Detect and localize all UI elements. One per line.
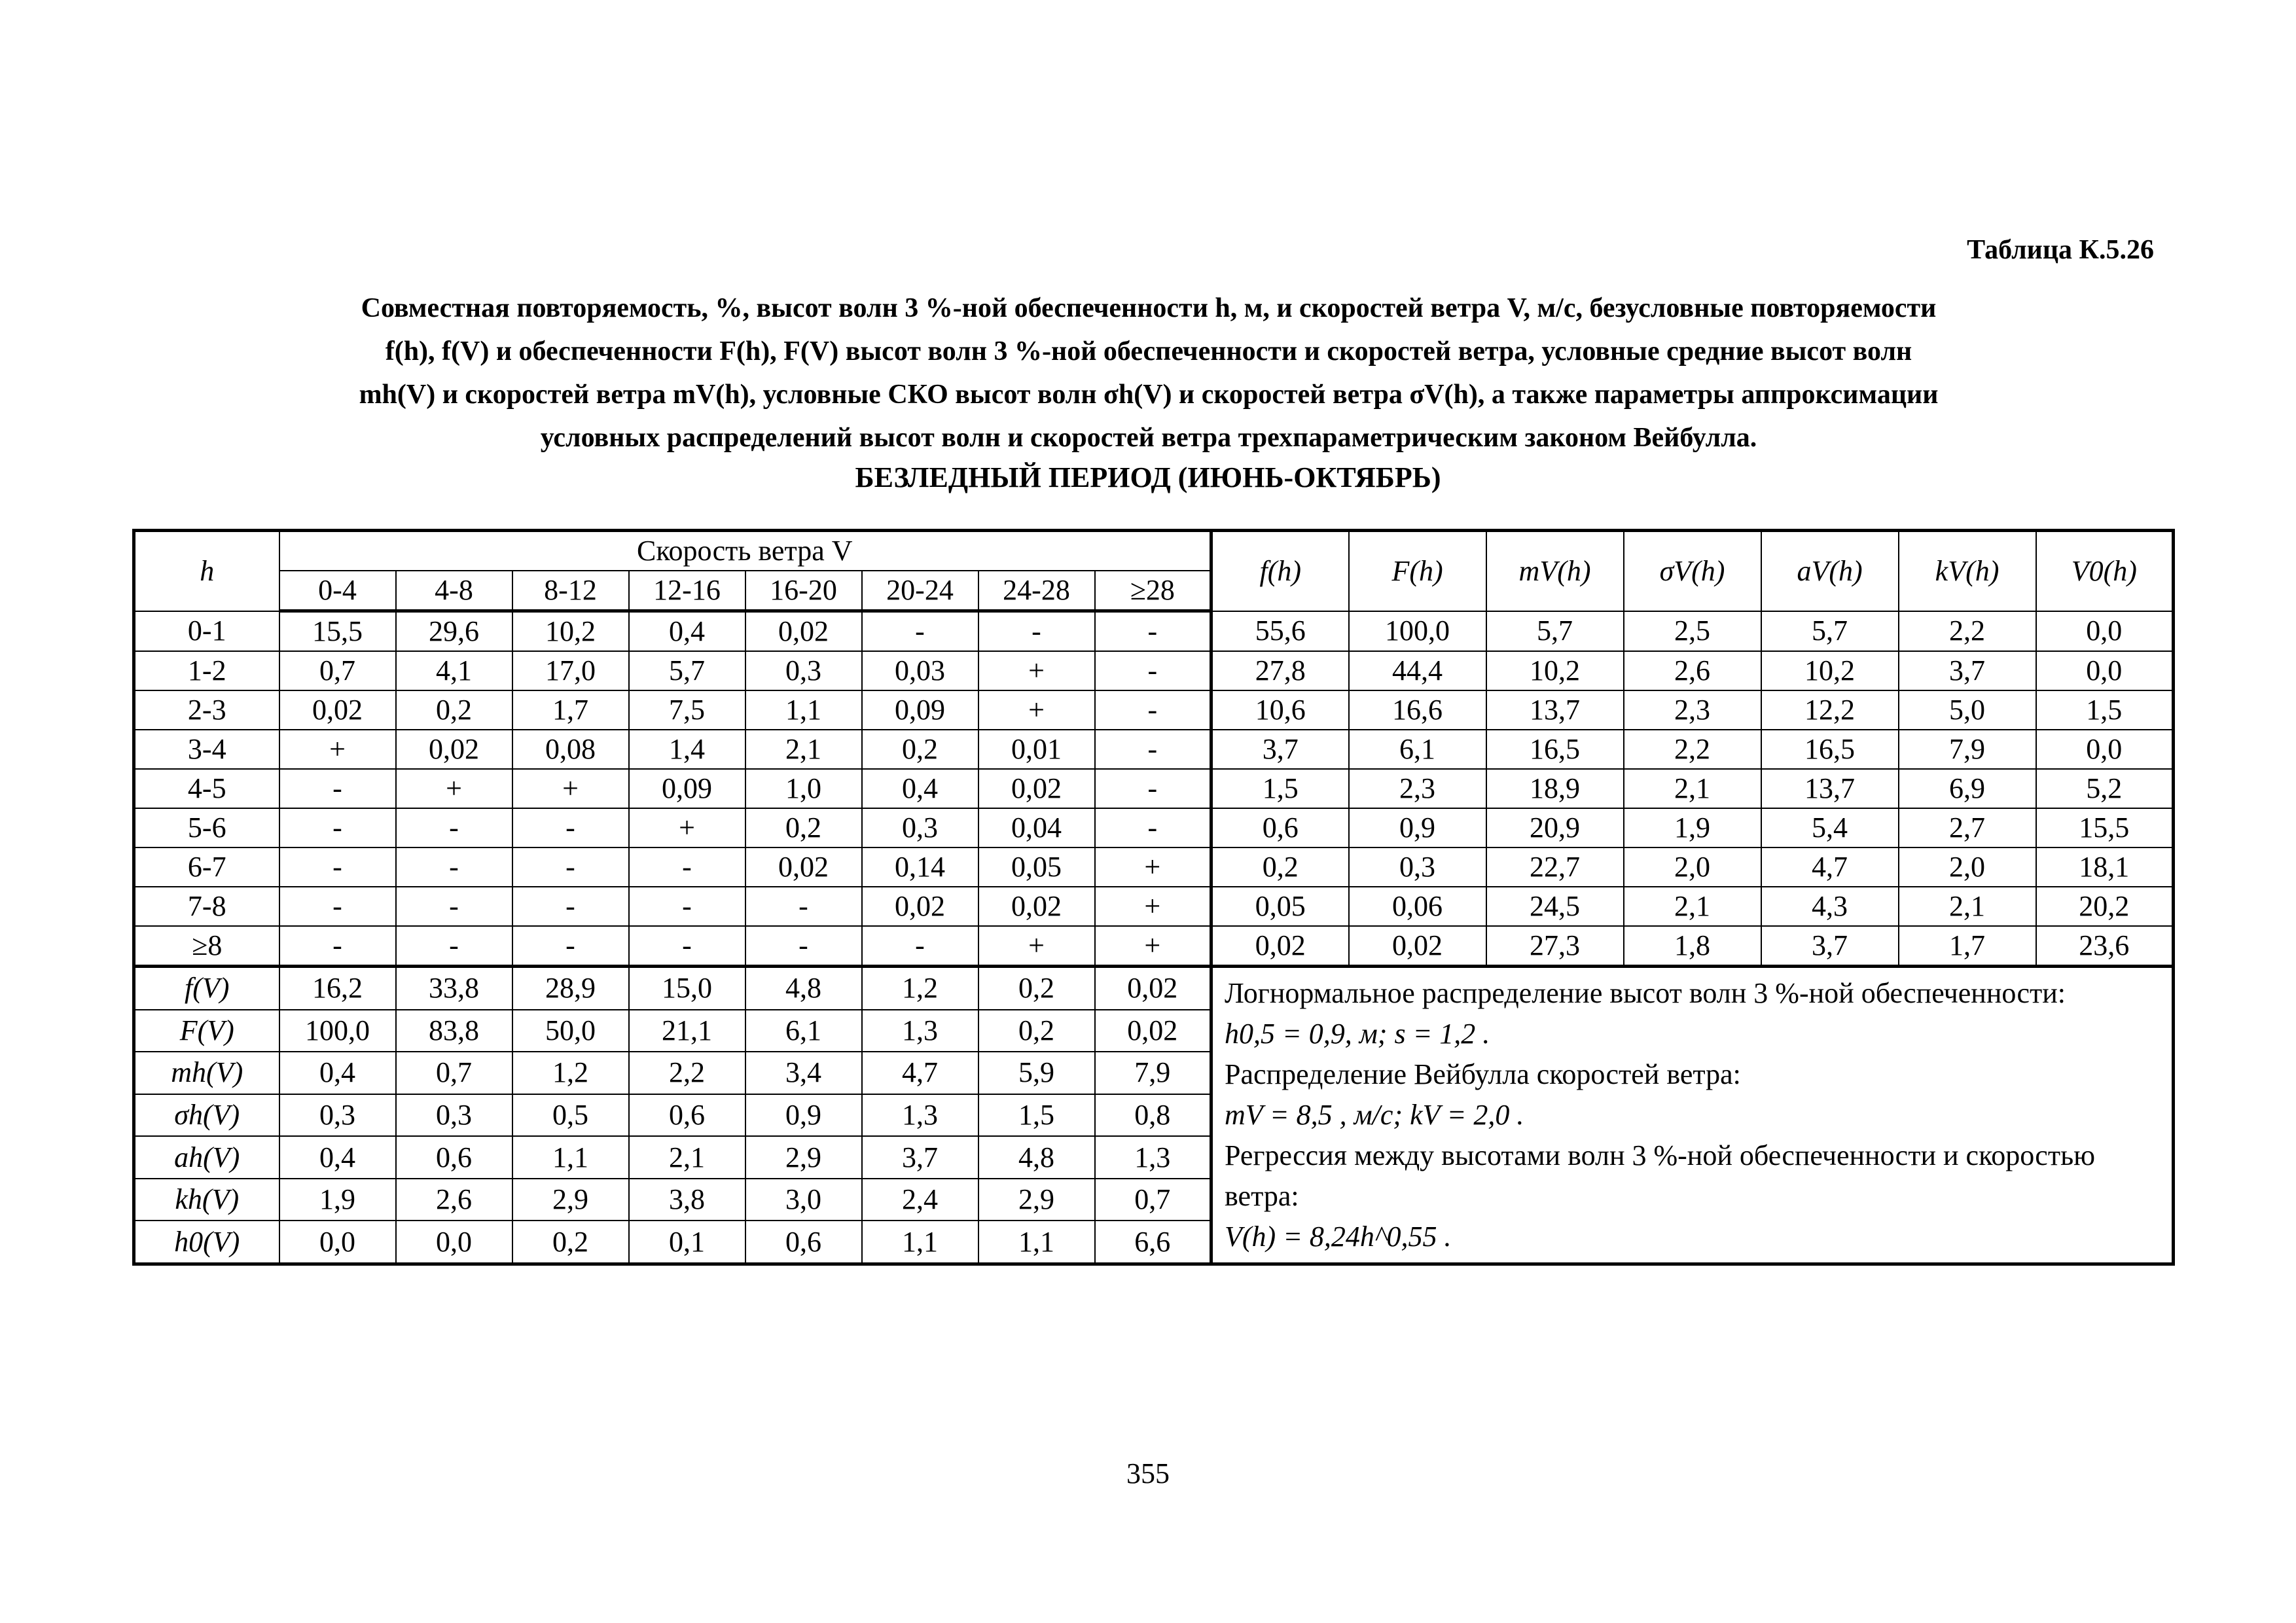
stat-cell: 0,02: [1211, 926, 1349, 967]
v-stat-cell: 0,7: [1095, 1179, 1211, 1221]
stat-cell: 1,9: [1624, 808, 1761, 847]
frequency-cell: 0,2: [862, 730, 978, 769]
v-stat-cell: 0,1: [629, 1221, 745, 1264]
stat-cell: 2,2: [1899, 611, 2036, 652]
frequency-cell: 0,7: [279, 651, 396, 690]
stat-cell: 0,9: [1349, 808, 1486, 847]
v-stat-label: ah(V): [134, 1136, 279, 1179]
table-caption: [177, 287, 2121, 459]
v-stat-cell: 3,4: [745, 1052, 862, 1094]
stat-cell: 10,2: [1486, 651, 1624, 690]
header-wind-bin: 12-16: [629, 571, 745, 611]
frequency-cell: 0,02: [978, 887, 1095, 926]
frequency-cell: -: [1095, 690, 1211, 730]
frequency-cell: -: [1095, 611, 1211, 652]
v-stat-cell: 0,02: [1095, 1010, 1211, 1052]
stat-cell: 10,6: [1211, 690, 1349, 730]
header-wind-bin: 8-12: [512, 571, 629, 611]
v-stat-cell: 3,0: [745, 1179, 862, 1221]
frequency-cell: -: [629, 847, 745, 887]
stat-cell: 0,02: [1349, 926, 1486, 967]
v-stat-cell: 1,3: [862, 1094, 978, 1137]
v-stat-cell: 3,8: [629, 1179, 745, 1221]
stat-cell: 10,2: [1761, 651, 1899, 690]
note-regression-formula: V(h) = 8,24h^0,55 .: [1225, 1221, 1452, 1253]
note-lognormal-title: Логнормальное распределение высот волн 3 %-ной обеспеченности:: [1225, 977, 2066, 1009]
row-h-range: 1-2: [134, 651, 279, 690]
v-stat-cell: 1,1: [862, 1221, 978, 1264]
stat-cell: 13,7: [1761, 769, 1899, 808]
frequency-cell: 1,7: [512, 690, 629, 730]
v-stat-cell: 2,2: [629, 1052, 745, 1094]
v-stat-cell: 2,1: [629, 1136, 745, 1179]
frequency-cell: 0,4: [629, 611, 745, 652]
row-h-range: 2-3: [134, 690, 279, 730]
frequency-cell: -: [629, 926, 745, 967]
frequency-cell: +: [978, 651, 1095, 690]
frequency-cell: 0,2: [745, 808, 862, 847]
v-stat-cell: 2,4: [862, 1179, 978, 1221]
stat-cell: 24,5: [1486, 887, 1624, 926]
header-stat-5: kV(h): [1899, 531, 2036, 611]
frequency-cell: 0,02: [745, 847, 862, 887]
frequency-cell: -: [279, 926, 396, 967]
stat-cell: 5,7: [1486, 611, 1624, 652]
frequency-cell: +: [512, 769, 629, 808]
note-regression-title: Регрессия между высотами волн 3 %-ной обеспеченности и скоростью ветра:: [1225, 1139, 2095, 1212]
joint-frequency-table: [132, 529, 2175, 1266]
stat-cell: 100,0: [1349, 611, 1486, 652]
stat-cell: 22,7: [1486, 847, 1624, 887]
frequency-cell: -: [396, 847, 512, 887]
row-h-range: 5-6: [134, 808, 279, 847]
v-stat-cell: 1,5: [978, 1094, 1095, 1137]
header-stat-2: mV(h): [1486, 531, 1624, 611]
caption-line-4: условных распределений высот волн и скоростей ветра трехпараметрическим законом Вейбулла.: [540, 423, 1757, 453]
stat-cell: 2,7: [1899, 808, 2036, 847]
v-stat-cell: 0,4: [279, 1052, 396, 1094]
header-wind-bin: 24-28: [978, 571, 1095, 611]
period-subtitle: БЕЗЛЕДНЫЙ ПЕРИОД (ИЮНЬ-ОКТЯБРЬ): [855, 461, 1441, 493]
v-stat-label: h0(V): [134, 1221, 279, 1264]
row-h-range: 4-5: [134, 769, 279, 808]
header-wind-speed: Скорость ветра V: [279, 531, 1211, 571]
v-stat-cell: 0,3: [396, 1094, 512, 1137]
table-row: [134, 730, 2174, 769]
v-stat-cell: 0,8: [1095, 1094, 1211, 1137]
stat-cell: 2,3: [1624, 690, 1761, 730]
v-stat-cell: 4,7: [862, 1052, 978, 1094]
header-row-1: [134, 531, 2174, 571]
frequency-cell: 0,09: [629, 769, 745, 808]
v-stat-cell: 83,8: [396, 1010, 512, 1052]
page-number: 355: [1126, 1457, 1170, 1489]
frequency-cell: -: [279, 847, 396, 887]
v-stat-cell: 0,2: [978, 1010, 1095, 1052]
stat-cell: 6,9: [1899, 769, 2036, 808]
frequency-cell: -: [862, 926, 978, 967]
stat-cell: 44,4: [1349, 651, 1486, 690]
stat-cell: 5,0: [1899, 690, 2036, 730]
frequency-cell: -: [978, 611, 1095, 652]
stat-cell: 2,1: [1624, 769, 1761, 808]
v-stat-cell: 33,8: [396, 967, 512, 1010]
frequency-cell: 0,02: [396, 730, 512, 769]
v-stat-cell: 1,1: [512, 1136, 629, 1179]
row-h-range: 0-1: [134, 611, 279, 652]
v-stat-cell: 0,5: [512, 1094, 629, 1137]
header-stat-3: σV(h): [1624, 531, 1761, 611]
frequency-cell: -: [512, 808, 629, 847]
stat-cell: 0,0: [2036, 611, 2174, 652]
v-stat-cell: 50,0: [512, 1010, 629, 1052]
frequency-cell: 15,5: [279, 611, 396, 652]
stat-cell: 0,0: [2036, 651, 2174, 690]
frequency-cell: 10,2: [512, 611, 629, 652]
table-row: [134, 651, 2174, 690]
v-stat-label: σh(V): [134, 1094, 279, 1137]
v-stat-cell: 2,9: [512, 1179, 629, 1221]
v-stat-cell: 0,6: [745, 1221, 862, 1264]
stat-cell: 0,05: [1211, 887, 1349, 926]
stat-cell: 2,0: [1899, 847, 2036, 887]
caption-line-3: mh(V) и скоростей ветра mV(h), условные СКО высот волн σh(V) и скоростей ветра σV(h), а также параметры аппроксимации: [359, 380, 1939, 410]
header-wind-bin: 16-20: [745, 571, 862, 611]
stat-cell: 1,7: [1899, 926, 2036, 967]
frequency-cell: -: [1095, 808, 1211, 847]
v-stat-cell: 2,9: [978, 1179, 1095, 1221]
header-stat-1: F(h): [1349, 531, 1486, 611]
header-stat-0: f(h): [1211, 531, 1349, 611]
stat-cell: 5,4: [1761, 808, 1899, 847]
frequency-cell: 0,2: [396, 690, 512, 730]
frequency-cell: -: [279, 769, 396, 808]
frequency-cell: +: [1095, 887, 1211, 926]
table-row: [134, 847, 2174, 887]
stat-cell: 3,7: [1899, 651, 2036, 690]
frequency-cell: -: [279, 808, 396, 847]
v-stat-cell: 15,0: [629, 967, 745, 1010]
stat-cell: 0,6: [1211, 808, 1349, 847]
frequency-cell: 0,09: [862, 690, 978, 730]
header-stat-6: V0(h): [2036, 531, 2174, 611]
frequency-cell: 0,01: [978, 730, 1095, 769]
frequency-cell: -: [396, 808, 512, 847]
stat-cell: 0,0: [2036, 730, 2174, 769]
v-stat-cell: 0,7: [396, 1052, 512, 1094]
stat-cell: 0,06: [1349, 887, 1486, 926]
stat-cell: 2,3: [1349, 769, 1486, 808]
stat-cell: 2,2: [1624, 730, 1761, 769]
v-stat-cell: 0,6: [629, 1094, 745, 1137]
frequency-cell: 0,4: [862, 769, 978, 808]
header-wind-bin: 20-24: [862, 571, 978, 611]
row-h-range: 6-7: [134, 847, 279, 887]
v-stat-row: [134, 967, 2174, 1010]
frequency-cell: 0,02: [745, 611, 862, 652]
frequency-cell: +: [1095, 926, 1211, 967]
table-row: [134, 611, 2174, 652]
stat-cell: 2,0: [1624, 847, 1761, 887]
v-stat-cell: 0,3: [279, 1094, 396, 1137]
table-row: [134, 926, 2174, 967]
stat-cell: 13,7: [1486, 690, 1624, 730]
stat-cell: 4,3: [1761, 887, 1899, 926]
frequency-cell: 2,1: [745, 730, 862, 769]
v-stat-label: mh(V): [134, 1052, 279, 1094]
stat-cell: 27,8: [1211, 651, 1349, 690]
frequency-cell: -: [745, 926, 862, 967]
frequency-cell: 1,0: [745, 769, 862, 808]
frequency-cell: +: [978, 926, 1095, 967]
frequency-cell: -: [862, 611, 978, 652]
note-weibull-params: mV = 8,5 , м/с; kV = 2,0 .: [1225, 1099, 1524, 1131]
stat-cell: 1,8: [1624, 926, 1761, 967]
frequency-cell: -: [512, 926, 629, 967]
table-row: [134, 887, 2174, 926]
v-stat-cell: 0,2: [978, 967, 1095, 1010]
header-wind-bin: 4-8: [396, 571, 512, 611]
v-stat-cell: 0,9: [745, 1094, 862, 1137]
frequency-cell: -: [396, 887, 512, 926]
frequency-cell: 0,02: [862, 887, 978, 926]
v-stat-cell: 21,1: [629, 1010, 745, 1052]
v-stat-cell: 28,9: [512, 967, 629, 1010]
frequency-cell: -: [279, 887, 396, 926]
stat-cell: 55,6: [1211, 611, 1349, 652]
v-stat-cell: 100,0: [279, 1010, 396, 1052]
frequency-cell: -: [1095, 651, 1211, 690]
v-stat-label: kh(V): [134, 1179, 279, 1221]
v-stat-cell: 0,2: [512, 1221, 629, 1264]
note-lognormal-params: h0,5 = 0,9, м; s = 1,2 .: [1225, 1018, 1490, 1050]
stat-cell: 5,2: [2036, 769, 2174, 808]
row-h-range: 7-8: [134, 887, 279, 926]
stat-cell: 23,6: [2036, 926, 2174, 967]
v-stat-cell: 1,2: [862, 967, 978, 1010]
frequency-cell: 0,04: [978, 808, 1095, 847]
header-wind-bin: ≥28: [1095, 571, 1211, 611]
v-stat-cell: 0,0: [279, 1221, 396, 1264]
stat-cell: 2,6: [1624, 651, 1761, 690]
v-stat-cell: 4,8: [978, 1136, 1095, 1179]
v-stat-cell: 2,9: [745, 1136, 862, 1179]
frequency-cell: 17,0: [512, 651, 629, 690]
stat-cell: 4,7: [1761, 847, 1899, 887]
v-stat-cell: 0,4: [279, 1136, 396, 1179]
header-wind-bin: 0-4: [279, 571, 396, 611]
v-stat-cell: 5,9: [978, 1052, 1095, 1094]
stat-cell: 3,7: [1761, 926, 1899, 967]
frequency-cell: 7,5: [629, 690, 745, 730]
v-stat-cell: 0,6: [396, 1136, 512, 1179]
stat-cell: 0,3: [1349, 847, 1486, 887]
v-stat-cell: 6,6: [1095, 1221, 1211, 1264]
stat-cell: 0,2: [1211, 847, 1349, 887]
v-stat-cell: 1,3: [1095, 1136, 1211, 1179]
caption-line-2: f(h), f(V) и обеспеченности F(h), F(V) высот волн 3 %-ной обеспеченности и скоростей ветра, условные средние высот волн: [385, 336, 1912, 366]
v-stat-cell: 16,2: [279, 967, 396, 1010]
frequency-cell: 1,4: [629, 730, 745, 769]
table-row: [134, 769, 2174, 808]
v-stat-cell: 1,9: [279, 1179, 396, 1221]
stat-cell: 15,5: [2036, 808, 2174, 847]
frequency-cell: +: [629, 808, 745, 847]
stat-cell: 16,5: [1761, 730, 1899, 769]
frequency-cell: -: [512, 847, 629, 887]
stat-cell: 1,5: [2036, 690, 2174, 730]
stat-cell: 2,5: [1624, 611, 1761, 652]
v-stat-label: f(V): [134, 967, 279, 1010]
v-stat-cell: 0,02: [1095, 967, 1211, 1010]
note-weibull-title: Распределение Вейбулла скоростей ветра:: [1225, 1058, 1741, 1090]
frequency-cell: 0,03: [862, 651, 978, 690]
stat-cell: 18,9: [1486, 769, 1624, 808]
frequency-cell: -: [745, 887, 862, 926]
frequency-cell: 0,02: [978, 769, 1095, 808]
v-stat-cell: 6,1: [745, 1010, 862, 1052]
v-stat-cell: 1,3: [862, 1010, 978, 1052]
frequency-cell: 4,1: [396, 651, 512, 690]
table-row: [134, 808, 2174, 847]
stat-cell: 16,6: [1349, 690, 1486, 730]
v-stat-cell: 1,2: [512, 1052, 629, 1094]
stat-cell: 6,1: [1349, 730, 1486, 769]
v-stat-cell: 2,6: [396, 1179, 512, 1221]
stat-cell: 7,9: [1899, 730, 2036, 769]
frequency-cell: 29,6: [396, 611, 512, 652]
frequency-cell: -: [512, 887, 629, 926]
stat-cell: 2,1: [1624, 887, 1761, 926]
frequency-cell: -: [396, 926, 512, 967]
stat-cell: 20,2: [2036, 887, 2174, 926]
frequency-cell: 0,02: [279, 690, 396, 730]
frequency-cell: +: [279, 730, 396, 769]
distribution-notes: [1211, 967, 2174, 1264]
row-h-range: 3-4: [134, 730, 279, 769]
frequency-cell: -: [1095, 769, 1211, 808]
table-row: [134, 690, 2174, 730]
frequency-cell: +: [1095, 847, 1211, 887]
frequency-cell: 1,1: [745, 690, 862, 730]
frequency-cell: -: [629, 887, 745, 926]
header-h: h: [134, 531, 279, 611]
stat-cell: 27,3: [1486, 926, 1624, 967]
frequency-cell: 0,14: [862, 847, 978, 887]
header-stat-4: aV(h): [1761, 531, 1899, 611]
stat-cell: 18,1: [2036, 847, 2174, 887]
frequency-cell: 0,3: [862, 808, 978, 847]
v-stat-cell: 4,8: [745, 967, 862, 1010]
stat-cell: 16,5: [1486, 730, 1624, 769]
frequency-cell: 0,05: [978, 847, 1095, 887]
v-stat-label: F(V): [134, 1010, 279, 1052]
frequency-cell: 0,08: [512, 730, 629, 769]
stat-cell: 3,7: [1211, 730, 1349, 769]
frequency-cell: +: [396, 769, 512, 808]
v-stat-cell: 1,1: [978, 1221, 1095, 1264]
v-stat-cell: 3,7: [862, 1136, 978, 1179]
caption-line-1: Совместная повторяемость, %, высот волн 3 %-ной обеспеченности h, м, и скоростей ветра V, м/с, безусловные повторяемости: [361, 293, 1937, 323]
stat-cell: 12,2: [1761, 690, 1899, 730]
v-stat-cell: 7,9: [1095, 1052, 1211, 1094]
frequency-cell: 0,3: [745, 651, 862, 690]
frequency-cell: +: [978, 690, 1095, 730]
stat-cell: 1,5: [1211, 769, 1349, 808]
frequency-cell: -: [1095, 730, 1211, 769]
row-h-range: ≥8: [134, 926, 279, 967]
frequency-cell: 5,7: [629, 651, 745, 690]
stat-cell: 2,1: [1899, 887, 2036, 926]
v-stat-cell: 0,0: [396, 1221, 512, 1264]
table-number: Таблица К.5.26: [1967, 235, 2154, 265]
stat-cell: 5,7: [1761, 611, 1899, 652]
stat-cell: 20,9: [1486, 808, 1624, 847]
